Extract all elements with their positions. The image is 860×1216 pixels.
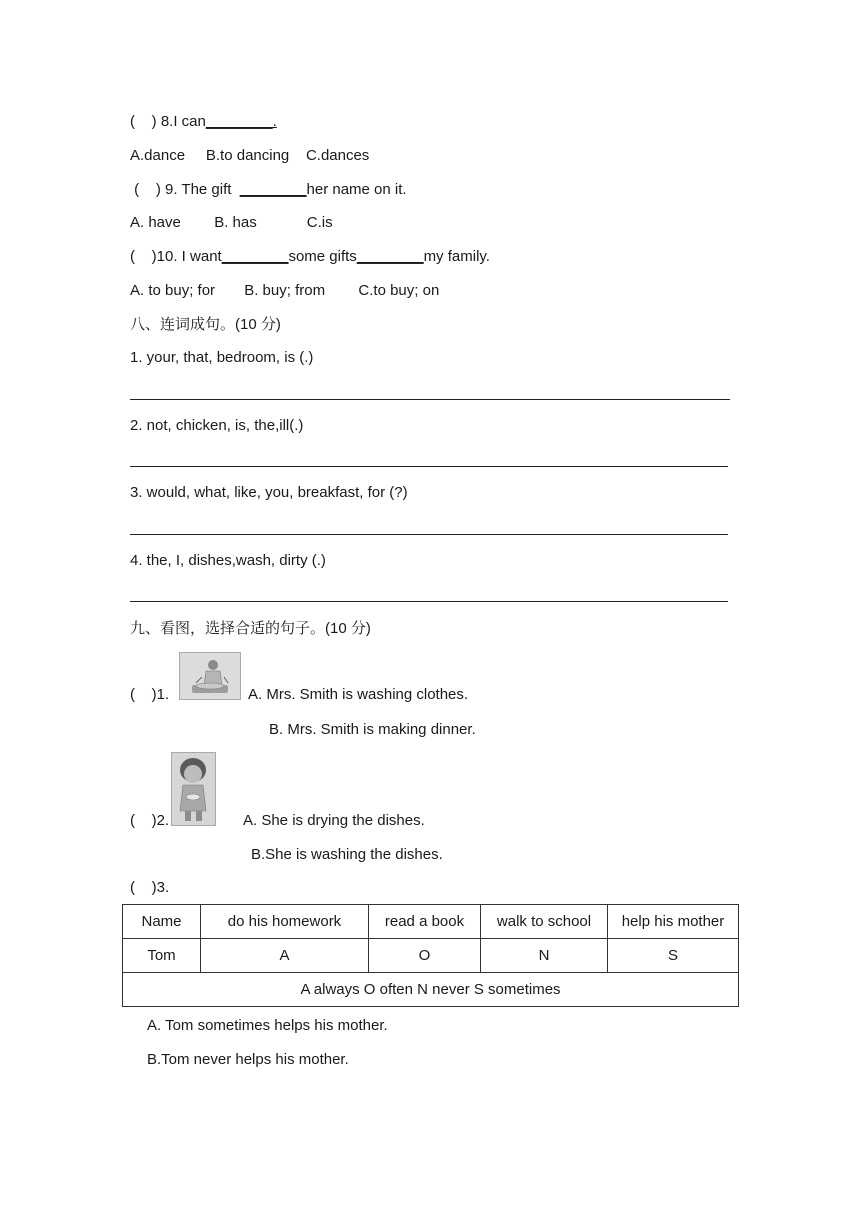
cell-homework: A bbox=[201, 939, 369, 973]
header-read-book: read a book bbox=[369, 905, 481, 939]
cell-read-book: O bbox=[369, 939, 481, 973]
table-q3-label: ( )3. bbox=[130, 879, 170, 896]
reorder-item-2: 2. not, chicken, is, the,ill(.) bbox=[130, 417, 304, 434]
q10-mid: some gifts bbox=[288, 248, 357, 265]
picture-q2-option-b: B.She is washing the dishes. bbox=[251, 846, 443, 863]
header-name: Name bbox=[123, 905, 201, 939]
table-q3-option-a: A. Tom sometimes helps his mother. bbox=[147, 1017, 388, 1034]
q10-blank-1: ________ bbox=[221, 248, 289, 265]
answer-line-4 bbox=[130, 601, 728, 602]
header-help-mother: help his mother bbox=[608, 905, 739, 939]
header-homework: do his homework bbox=[201, 905, 369, 939]
q10-options: A. to buy; for B. buy; from C.to buy; on bbox=[130, 282, 440, 299]
question-10 bbox=[130, 247, 490, 267]
q9-suffix: her name on it. bbox=[306, 181, 407, 198]
woman-washing-clothes-picture bbox=[179, 652, 241, 700]
q10-prefix: ( )10. I want bbox=[130, 248, 222, 265]
reorder-item-4: 4. the, I, dishes,wash, dirty (.) bbox=[130, 552, 326, 569]
picture-q1-label: ( )1. bbox=[130, 686, 170, 703]
question-8 bbox=[130, 112, 277, 132]
header-walk-school: walk to school bbox=[481, 905, 608, 939]
q8-blank: ________. bbox=[205, 113, 277, 130]
cell-help-mother: S bbox=[608, 939, 739, 973]
girl-washing-dishes-picture bbox=[171, 752, 216, 826]
answer-line-1 bbox=[130, 399, 730, 400]
picture-q2 bbox=[130, 811, 169, 831]
answer-line-2 bbox=[130, 466, 728, 467]
frequency-table bbox=[122, 904, 739, 1007]
table-q3-option-b: B.Tom never helps his mother. bbox=[147, 1051, 349, 1068]
table-row bbox=[123, 939, 739, 973]
cell-walk-school: N bbox=[481, 939, 608, 973]
table-legend-row bbox=[123, 973, 739, 1007]
reorder-item-3: 3. would, what, like, you, breakfast, for (?) bbox=[130, 484, 408, 501]
q9-prefix: ( ) 9. The gift bbox=[130, 181, 240, 198]
picture-q1 bbox=[130, 685, 169, 705]
q8-options: A.dance B.to dancing C.dances bbox=[130, 147, 370, 164]
section-8-heading: 八、连词成句。(10 分) bbox=[130, 316, 281, 333]
picture-q1-option-a: A. Mrs. Smith is washing clothes. bbox=[248, 686, 469, 703]
q10-suffix: my family. bbox=[423, 248, 490, 265]
picture-q2-option-a: A. She is drying the dishes. bbox=[243, 812, 425, 829]
table-legend: A always O often N never S sometimes bbox=[123, 973, 739, 1007]
reorder-item-1: 1. your, that, bedroom, is (.) bbox=[130, 349, 314, 366]
q8-prefix: ( ) 8.I can bbox=[130, 113, 206, 130]
table-header-row bbox=[123, 905, 739, 939]
q9-blank: ________ bbox=[239, 181, 307, 198]
section-9-heading: 九、看图，选择合适的句子。(10 分) bbox=[130, 620, 371, 637]
answer-line-3 bbox=[130, 534, 728, 535]
question-9 bbox=[130, 180, 407, 200]
picture-q1-option-b: B. Mrs. Smith is making dinner. bbox=[269, 721, 476, 738]
q9-options: A. have B. has C.is bbox=[130, 214, 333, 231]
cell-name: Tom bbox=[123, 939, 201, 973]
q10-blank-2: ________ bbox=[356, 248, 424, 265]
picture-q2-label: ( )2. bbox=[130, 812, 170, 829]
